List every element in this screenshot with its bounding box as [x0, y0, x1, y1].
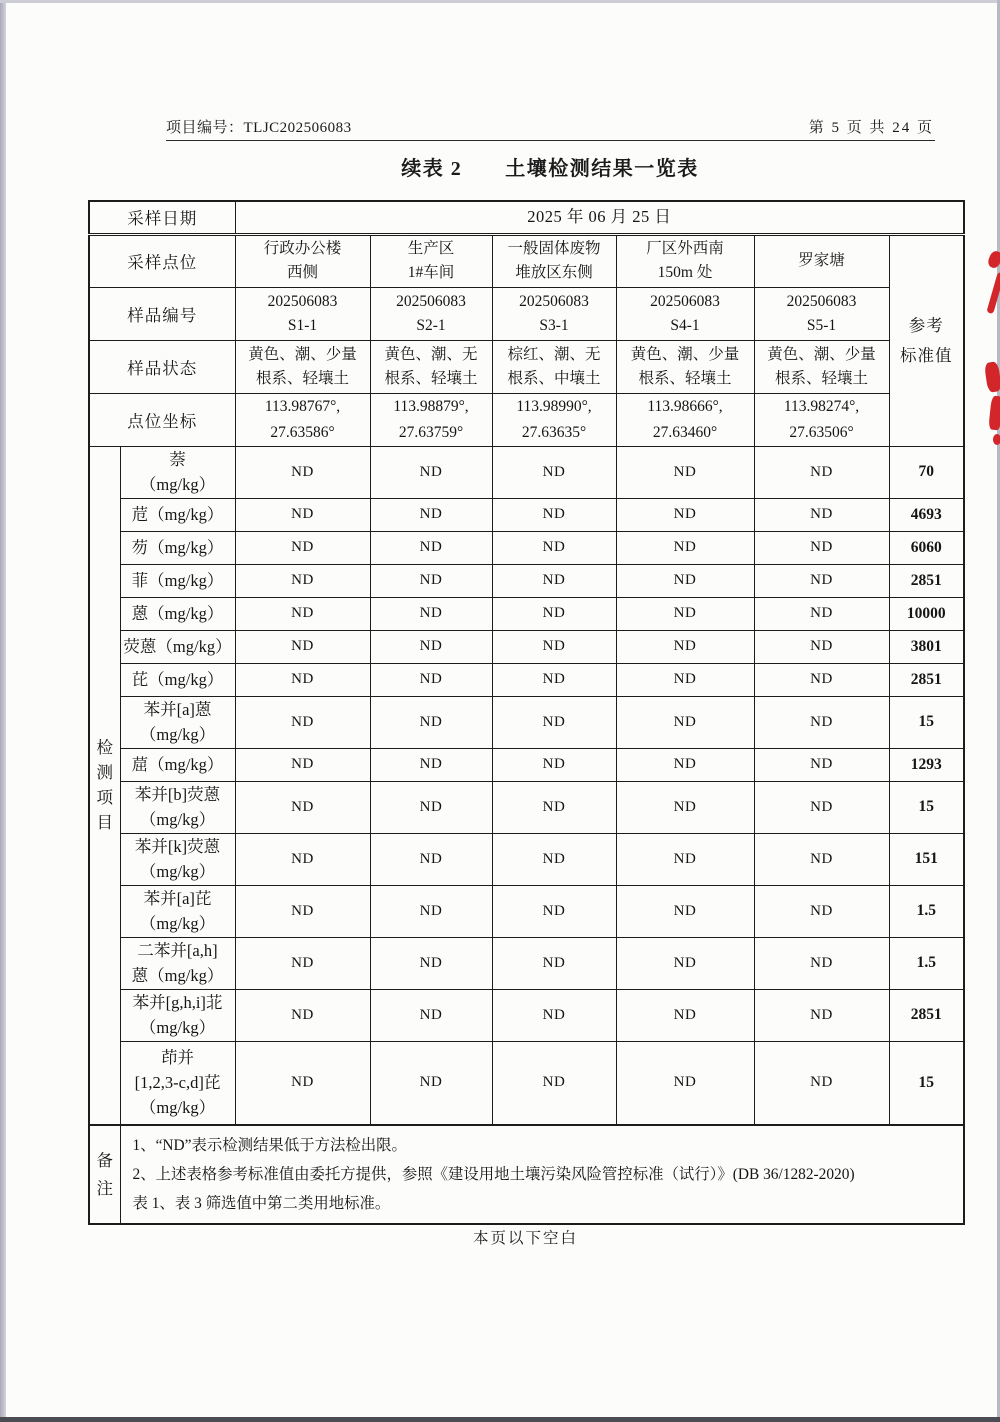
result-value-cell: ND [616, 937, 754, 989]
meta-cell [492, 234, 616, 287]
ref-standard-header [889, 234, 964, 446]
result-value-cell: ND [235, 1041, 370, 1125]
cell-line: 苊（mg/kg） [131, 505, 224, 524]
param-name-cell [120, 630, 235, 663]
cell-line: 113.98879°, [393, 397, 469, 415]
meta-cell [754, 287, 889, 340]
result-value-cell: ND [370, 989, 492, 1041]
result-value-cell: ND [492, 663, 616, 696]
meta-row [89, 393, 964, 446]
meta-cell [370, 287, 492, 340]
result-value-cell: ND [616, 663, 754, 696]
result-value-cell: ND [492, 748, 616, 781]
cell-line: 27.63460° [652, 423, 718, 441]
param-row [89, 937, 964, 989]
ref-value-cell: 15 [889, 781, 964, 833]
row-label-sampling-date: 采样日期 [89, 201, 235, 234]
param-name-cell [120, 885, 235, 937]
scan-edge-top [0, 0, 1000, 3]
cell-line: 根系、轻壤土 [638, 369, 732, 387]
notes-label [89, 1125, 120, 1224]
cell-line: 202506083 [519, 292, 589, 310]
scan-edge-left [0, 0, 6, 1422]
cell-line: 䓛（mg/kg） [131, 755, 224, 774]
soil-results-table [88, 200, 965, 1225]
result-value-cell: ND [616, 696, 754, 748]
cell-line: 根系、中壤土 [507, 369, 601, 387]
result-value-cell: ND [492, 446, 616, 498]
cell-line: 检 [96, 738, 113, 758]
meta-cell [235, 393, 370, 446]
row-label: 样品状态 [89, 340, 235, 393]
cell-line: （mg/kg） [139, 862, 216, 881]
result-value-cell: ND [754, 564, 889, 597]
meta-cell [616, 234, 754, 287]
cell-line: （mg/kg） [139, 1098, 216, 1118]
cell-line: 苯并[k]荧蒽 [134, 837, 221, 856]
meta-cell [754, 393, 889, 446]
result-value-cell: ND [616, 833, 754, 885]
cell-line: 根系、轻壤土 [255, 369, 349, 387]
notes-content [120, 1125, 964, 1224]
result-value-cell: ND [370, 597, 492, 630]
cell-line: S5-1 [806, 316, 837, 334]
meta-cell [492, 340, 616, 393]
param-name-cell [120, 446, 235, 498]
param-row [89, 446, 964, 498]
cell-line: 苯并[a]芘 [143, 889, 212, 908]
ref-value-cell: 70 [889, 446, 964, 498]
cell-line: 202506083 [396, 292, 466, 310]
ref-value-cell: 15 [889, 696, 964, 748]
cell-line: 测 [96, 763, 113, 783]
result-value-cell: ND [754, 833, 889, 885]
result-value-cell: ND [235, 885, 370, 937]
cell-line: S3-1 [539, 316, 569, 334]
cell-line: 注 [96, 1178, 113, 1198]
param-name-cell [120, 833, 235, 885]
cell-line: 黄色、潮、无 [384, 345, 478, 363]
result-value-cell: ND [235, 696, 370, 748]
result-value-cell: ND [235, 597, 370, 630]
result-value-cell: ND [616, 531, 754, 564]
cell-line: 苯并[a]蒽 [143, 700, 212, 719]
cell-line: 厂区外西南 [646, 240, 724, 257]
project-number: 项目编号：TLJC202506083 [166, 120, 352, 136]
result-value-cell: ND [754, 498, 889, 531]
red-ink-mark [984, 361, 1000, 393]
cell-line: 蒽（mg/kg） [131, 604, 224, 623]
result-value-cell: ND [370, 663, 492, 696]
cell-line: 茚并 [161, 1048, 194, 1068]
sampling-date-value: 2025 年 06 月 25 日 [235, 201, 964, 234]
result-value-cell: ND [370, 833, 492, 885]
cell-line: （mg/kg） [139, 914, 216, 933]
param-name-cell [120, 597, 235, 630]
result-value-cell: ND [370, 531, 492, 564]
meta-cell [616, 340, 754, 393]
cell-line: 萘 [169, 450, 186, 469]
result-value-cell: ND [754, 630, 889, 663]
meta-cell [754, 234, 889, 287]
result-value-cell: ND [616, 748, 754, 781]
param-row [89, 597, 964, 630]
cell-line: 27.63635° [521, 423, 587, 441]
param-name-cell [120, 564, 235, 597]
param-row [89, 630, 964, 663]
result-value-cell: ND [754, 597, 889, 630]
cell-line: （mg/kg） [139, 475, 216, 494]
result-value-cell: ND [616, 630, 754, 663]
result-value-cell: ND [754, 885, 889, 937]
cell-line: 棕红、潮、无 [507, 345, 601, 363]
cell-line: 27.63586° [270, 423, 335, 441]
red-ink-mark [993, 434, 1000, 445]
cell-line: 菲（mg/kg） [131, 571, 224, 590]
param-name-cell [120, 989, 235, 1041]
result-value-cell: ND [492, 498, 616, 531]
meta-row [89, 287, 964, 340]
result-value-cell: ND [754, 748, 889, 781]
ref-value-cell: 10000 [889, 597, 964, 630]
cell-line: 芘（mg/kg） [131, 670, 224, 689]
ref-value-cell: 6060 [889, 531, 964, 564]
param-row [89, 885, 964, 937]
result-value-cell: ND [370, 1041, 492, 1125]
result-value-cell: ND [616, 885, 754, 937]
result-value-cell: ND [492, 989, 616, 1041]
cell-line: S2-1 [416, 316, 446, 334]
result-value-cell: ND [235, 663, 370, 696]
cell-line: 202506083 [650, 292, 720, 310]
ref-value-cell: 2851 [889, 564, 964, 597]
cell-line: 202506083 [786, 292, 857, 310]
section-label-detection-items [89, 446, 120, 1125]
page-title: 续表 2 土壤检测结果一览表 [401, 158, 699, 180]
row-label: 样品编号 [89, 287, 235, 340]
result-value-cell: ND [370, 630, 492, 663]
meta-cell [370, 234, 492, 287]
cell-line: 罗家塘 [798, 252, 845, 269]
meta-cell [492, 287, 616, 340]
cell-line: 一般固体废物 [507, 240, 601, 257]
footer-blank-note: 本页以下空白 [472, 1230, 578, 1247]
param-row [89, 564, 964, 597]
result-value-cell: ND [370, 781, 492, 833]
cell-line: 蒽（mg/kg） [131, 966, 224, 985]
param-row [89, 498, 964, 531]
cell-line: 黄色、潮、少量 [630, 345, 740, 363]
param-row [89, 1041, 964, 1125]
param-row [89, 989, 964, 1041]
result-value-cell: ND [754, 446, 889, 498]
cell-line: 黄色、潮、少量 [248, 345, 357, 363]
result-value-cell: ND [235, 446, 370, 498]
result-value-cell: ND [492, 564, 616, 597]
meta-cell [235, 287, 370, 340]
result-value-cell: ND [492, 531, 616, 564]
meta-cell [616, 393, 754, 446]
header-rule [166, 140, 935, 141]
ref-value-cell: 2851 [889, 663, 964, 696]
param-row [89, 781, 964, 833]
result-value-cell: ND [492, 696, 616, 748]
date-row [89, 201, 964, 234]
cell-line: 150m 处 [657, 264, 713, 281]
result-value-cell: ND [235, 937, 370, 989]
result-value-cell: ND [754, 937, 889, 989]
page-number: 第 5 页 共 24 页 [808, 120, 934, 136]
cell-line: 项 [96, 788, 113, 808]
cell-line: 1、“ND”表示检测结果低于方法检出限。 [132, 1137, 407, 1154]
cell-line: 113.98666°, [647, 397, 723, 415]
meta-cell [616, 287, 754, 340]
scan-edge-bottom [0, 1417, 1000, 1422]
row-label: 采样点位 [89, 234, 235, 287]
cell-line: 苯并[g,h,i]苝 [132, 993, 223, 1012]
cell-line: 目 [96, 813, 113, 833]
cell-line: 1#车间 [407, 264, 455, 281]
result-value-cell: ND [492, 781, 616, 833]
result-value-cell: ND [235, 748, 370, 781]
result-value-cell: ND [616, 1041, 754, 1125]
cell-line: 标准值 [900, 345, 953, 365]
param-row [89, 748, 964, 781]
result-value-cell: ND [492, 885, 616, 937]
result-value-cell: ND [616, 498, 754, 531]
ref-value-cell: 4693 [889, 498, 964, 531]
notes-row [89, 1125, 964, 1224]
param-name-cell [120, 781, 235, 833]
result-value-cell: ND [235, 498, 370, 531]
cell-line: 113.98274°, [783, 397, 860, 415]
cell-line: （mg/kg） [139, 810, 216, 829]
param-row [89, 531, 964, 564]
result-value-cell: ND [235, 564, 370, 597]
result-value-cell: ND [616, 564, 754, 597]
cell-line: 113.98990°, [516, 397, 592, 415]
ref-value-cell: 151 [889, 833, 964, 885]
cell-line: 堆放区东侧 [515, 264, 593, 281]
cell-line: 27.63506° [789, 423, 854, 441]
meta-cell [235, 340, 370, 393]
result-value-cell: ND [370, 885, 492, 937]
cell-line: 113.98767°, [264, 397, 341, 415]
cell-line: 生产区 [407, 240, 455, 257]
cell-line: 2、上述表格参考标准值由委托方提供，参照《建设用地土壤污染风险管控标准（试行）》(DB 36/1282-2020) [132, 1166, 855, 1183]
param-name-cell [120, 937, 235, 989]
result-value-cell: ND [616, 597, 754, 630]
cell-line: 行政办公楼 [263, 240, 342, 257]
meta-cell [492, 393, 616, 446]
ref-value-cell: 3801 [889, 630, 964, 663]
result-value-cell: ND [754, 696, 889, 748]
meta-cell [370, 393, 492, 446]
meta-row [89, 340, 964, 393]
result-value-cell: ND [754, 1041, 889, 1125]
result-value-cell: ND [492, 597, 616, 630]
result-value-cell: ND [235, 630, 370, 663]
param-name-cell [120, 663, 235, 696]
param-row [89, 833, 964, 885]
param-name-cell [120, 748, 235, 781]
cell-line: 202506083 [267, 292, 338, 310]
param-name-cell [120, 531, 235, 564]
result-value-cell: ND [616, 989, 754, 1041]
cell-line: 备 [96, 1150, 113, 1170]
result-value-cell: ND [492, 937, 616, 989]
param-name-cell [120, 1041, 235, 1125]
cell-line: 苯并[b]荧蒽 [134, 785, 221, 804]
ref-value-cell: 1.5 [889, 885, 964, 937]
cell-line: 27.63759° [398, 423, 464, 441]
result-value-cell: ND [754, 989, 889, 1041]
result-value-cell: ND [235, 989, 370, 1041]
cell-line: 荧蒽（mg/kg） [123, 637, 232, 656]
ref-value-cell: 2851 [889, 989, 964, 1041]
result-value-cell: ND [616, 446, 754, 498]
cell-line: 黄色、潮、少量 [767, 345, 876, 363]
cell-line: 西侧 [286, 264, 318, 281]
result-value-cell: ND [754, 531, 889, 564]
cell-line: S4-1 [670, 316, 700, 334]
result-value-cell: ND [370, 937, 492, 989]
result-value-cell: ND [492, 1041, 616, 1125]
result-value-cell: ND [235, 781, 370, 833]
red-ink-mark [988, 395, 1000, 430]
cell-line: 根系、轻壤土 [774, 369, 868, 387]
cell-line: S1-1 [287, 316, 318, 334]
result-value-cell: ND [370, 446, 492, 498]
result-value-cell: ND [370, 748, 492, 781]
result-value-cell: ND [616, 781, 754, 833]
result-value-cell: ND [235, 531, 370, 564]
cell-line: 根系、轻壤土 [384, 369, 478, 387]
meta-cell [235, 234, 370, 287]
param-name-cell [120, 696, 235, 748]
result-value-cell: ND [754, 663, 889, 696]
cell-line: （mg/kg） [139, 725, 216, 744]
ref-value-cell: 15 [889, 1041, 964, 1125]
cell-line: 二苯并[a,h] [137, 941, 218, 960]
cell-line: （mg/kg） [139, 1018, 216, 1037]
cell-line: 参考 [908, 315, 944, 335]
cell-line: [1,2,3-c,d]芘 [134, 1073, 221, 1093]
result-value-cell: ND [235, 833, 370, 885]
result-value-cell: ND [370, 498, 492, 531]
ref-value-cell: 1293 [889, 748, 964, 781]
result-value-cell: ND [370, 564, 492, 597]
row-label: 点位坐标 [89, 393, 235, 446]
meta-cell [370, 340, 492, 393]
param-name-cell [120, 498, 235, 531]
result-value-cell: ND [370, 696, 492, 748]
result-value-cell: ND [492, 833, 616, 885]
meta-cell [754, 340, 889, 393]
param-row [89, 663, 964, 696]
ref-value-cell: 1.5 [889, 937, 964, 989]
cell-line: 芴（mg/kg） [131, 538, 224, 557]
result-value-cell: ND [754, 781, 889, 833]
param-row [89, 696, 964, 748]
result-value-cell: ND [492, 630, 616, 663]
meta-row [89, 234, 964, 287]
cell-line: 表 1、表 3 筛选值中第二类用地标准。 [132, 1195, 391, 1212]
